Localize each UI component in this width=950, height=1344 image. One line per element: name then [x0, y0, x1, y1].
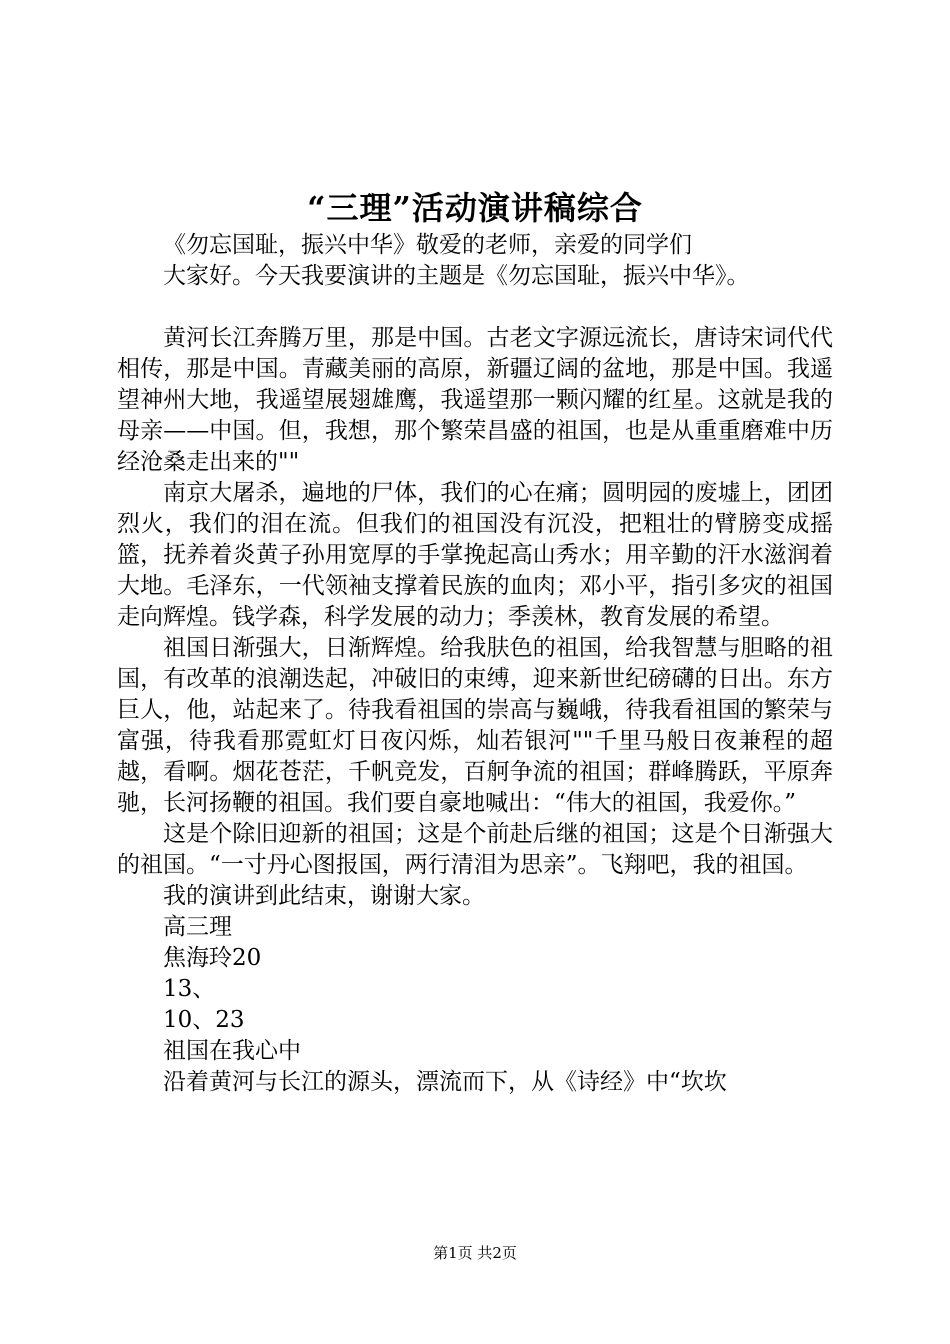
closing: 我的演讲到此结束，谢谢大家。 — [163, 883, 485, 909]
greeting: 大家好。今天我要演讲的主题是《勿忘国耻，振兴中华》。 — [163, 263, 750, 289]
paragraph-4: 这是个除旧迎新的祖国；这是个前赴后继的祖国；这是个日渐强大的祖国。“一寸丹心图报国，两行清泪为思亲”。飞翔吧，我的祖国。 — [117, 821, 833, 878]
date-part-1: 13、 — [163, 976, 216, 1002]
salutation: 《勿忘国耻，振兴中华》敬爱的老师，亲爱的同学们 — [163, 232, 692, 258]
paragraph-2: 南京大屠杀，遍地的尸体，我们的心在痛；圆明园的废墟上，团团烈火，我们的泪在流。但我们的祖国没有沉没，把粗壮的臂膀变成摇篮，抚养着炎黄子孙用宽厚的手掌挽起高山秀水；用辛勤的汗水滋润着大地。毛泽东，一代领袖支撑着民族的血肉；邓小平，指引多灾的祖国走向辉煌。钱学森，科学发展的动力；季羡林，教育发展的希望。 — [117, 480, 833, 630]
section-heading: 祖国在我心中 — [163, 1038, 301, 1064]
document-body — [117, 230, 833, 1098]
author-class: 高三理 — [163, 914, 232, 940]
paragraph-1: 黄河长江奔腾万里，那是中国。古老文字源远流长，唐诗宋词代代相传，那是中国。青藏美丽的高原，新疆辽阔的盆地，那是中国。我遥望神州大地，我遥望展翅雄鹰，我遥望那一颗闪耀的红星。这就是我的母亲——中国。但，我想，那个繁荣昌盛的祖国，也是从重重磨难中历经沧桑走出来的"" — [117, 325, 833, 475]
document-page — [117, 0, 833, 1344]
paragraph-5: 沿着黄河与长江的源头，漂流而下，从《诗经》中“坎坎 — [163, 1069, 727, 1095]
paragraph-3: 祖国日渐强大，日渐辉煌。给我肤色的祖国，给我智慧与胆略的祖国，有改革的浪潮迭起，冲破旧的束缚，迎来新世纪磅礴的日出。东方巨人，他，站起来了。待我看祖国的崇高与巍峨，待我看祖国的繁荣与富强，待我看那霓虹灯日夜闪烁，灿若银河""千里马般日夜兼程的超越，看啊。烟花苍茫，千帆竞发，百舸争流的祖国；群峰腾跃，平原奔驰，长河扬鞭的祖国。我们要自豪地喊出：“伟大的祖国，我爱你。” — [117, 635, 833, 816]
author-name: 焦海玲20 — [163, 945, 262, 971]
date-part-2: 10、23 — [163, 1007, 245, 1033]
document-title: “三理”活动演讲稿综合 — [307, 189, 643, 227]
page-footer: 第1页 共2页 — [433, 1244, 517, 1262]
